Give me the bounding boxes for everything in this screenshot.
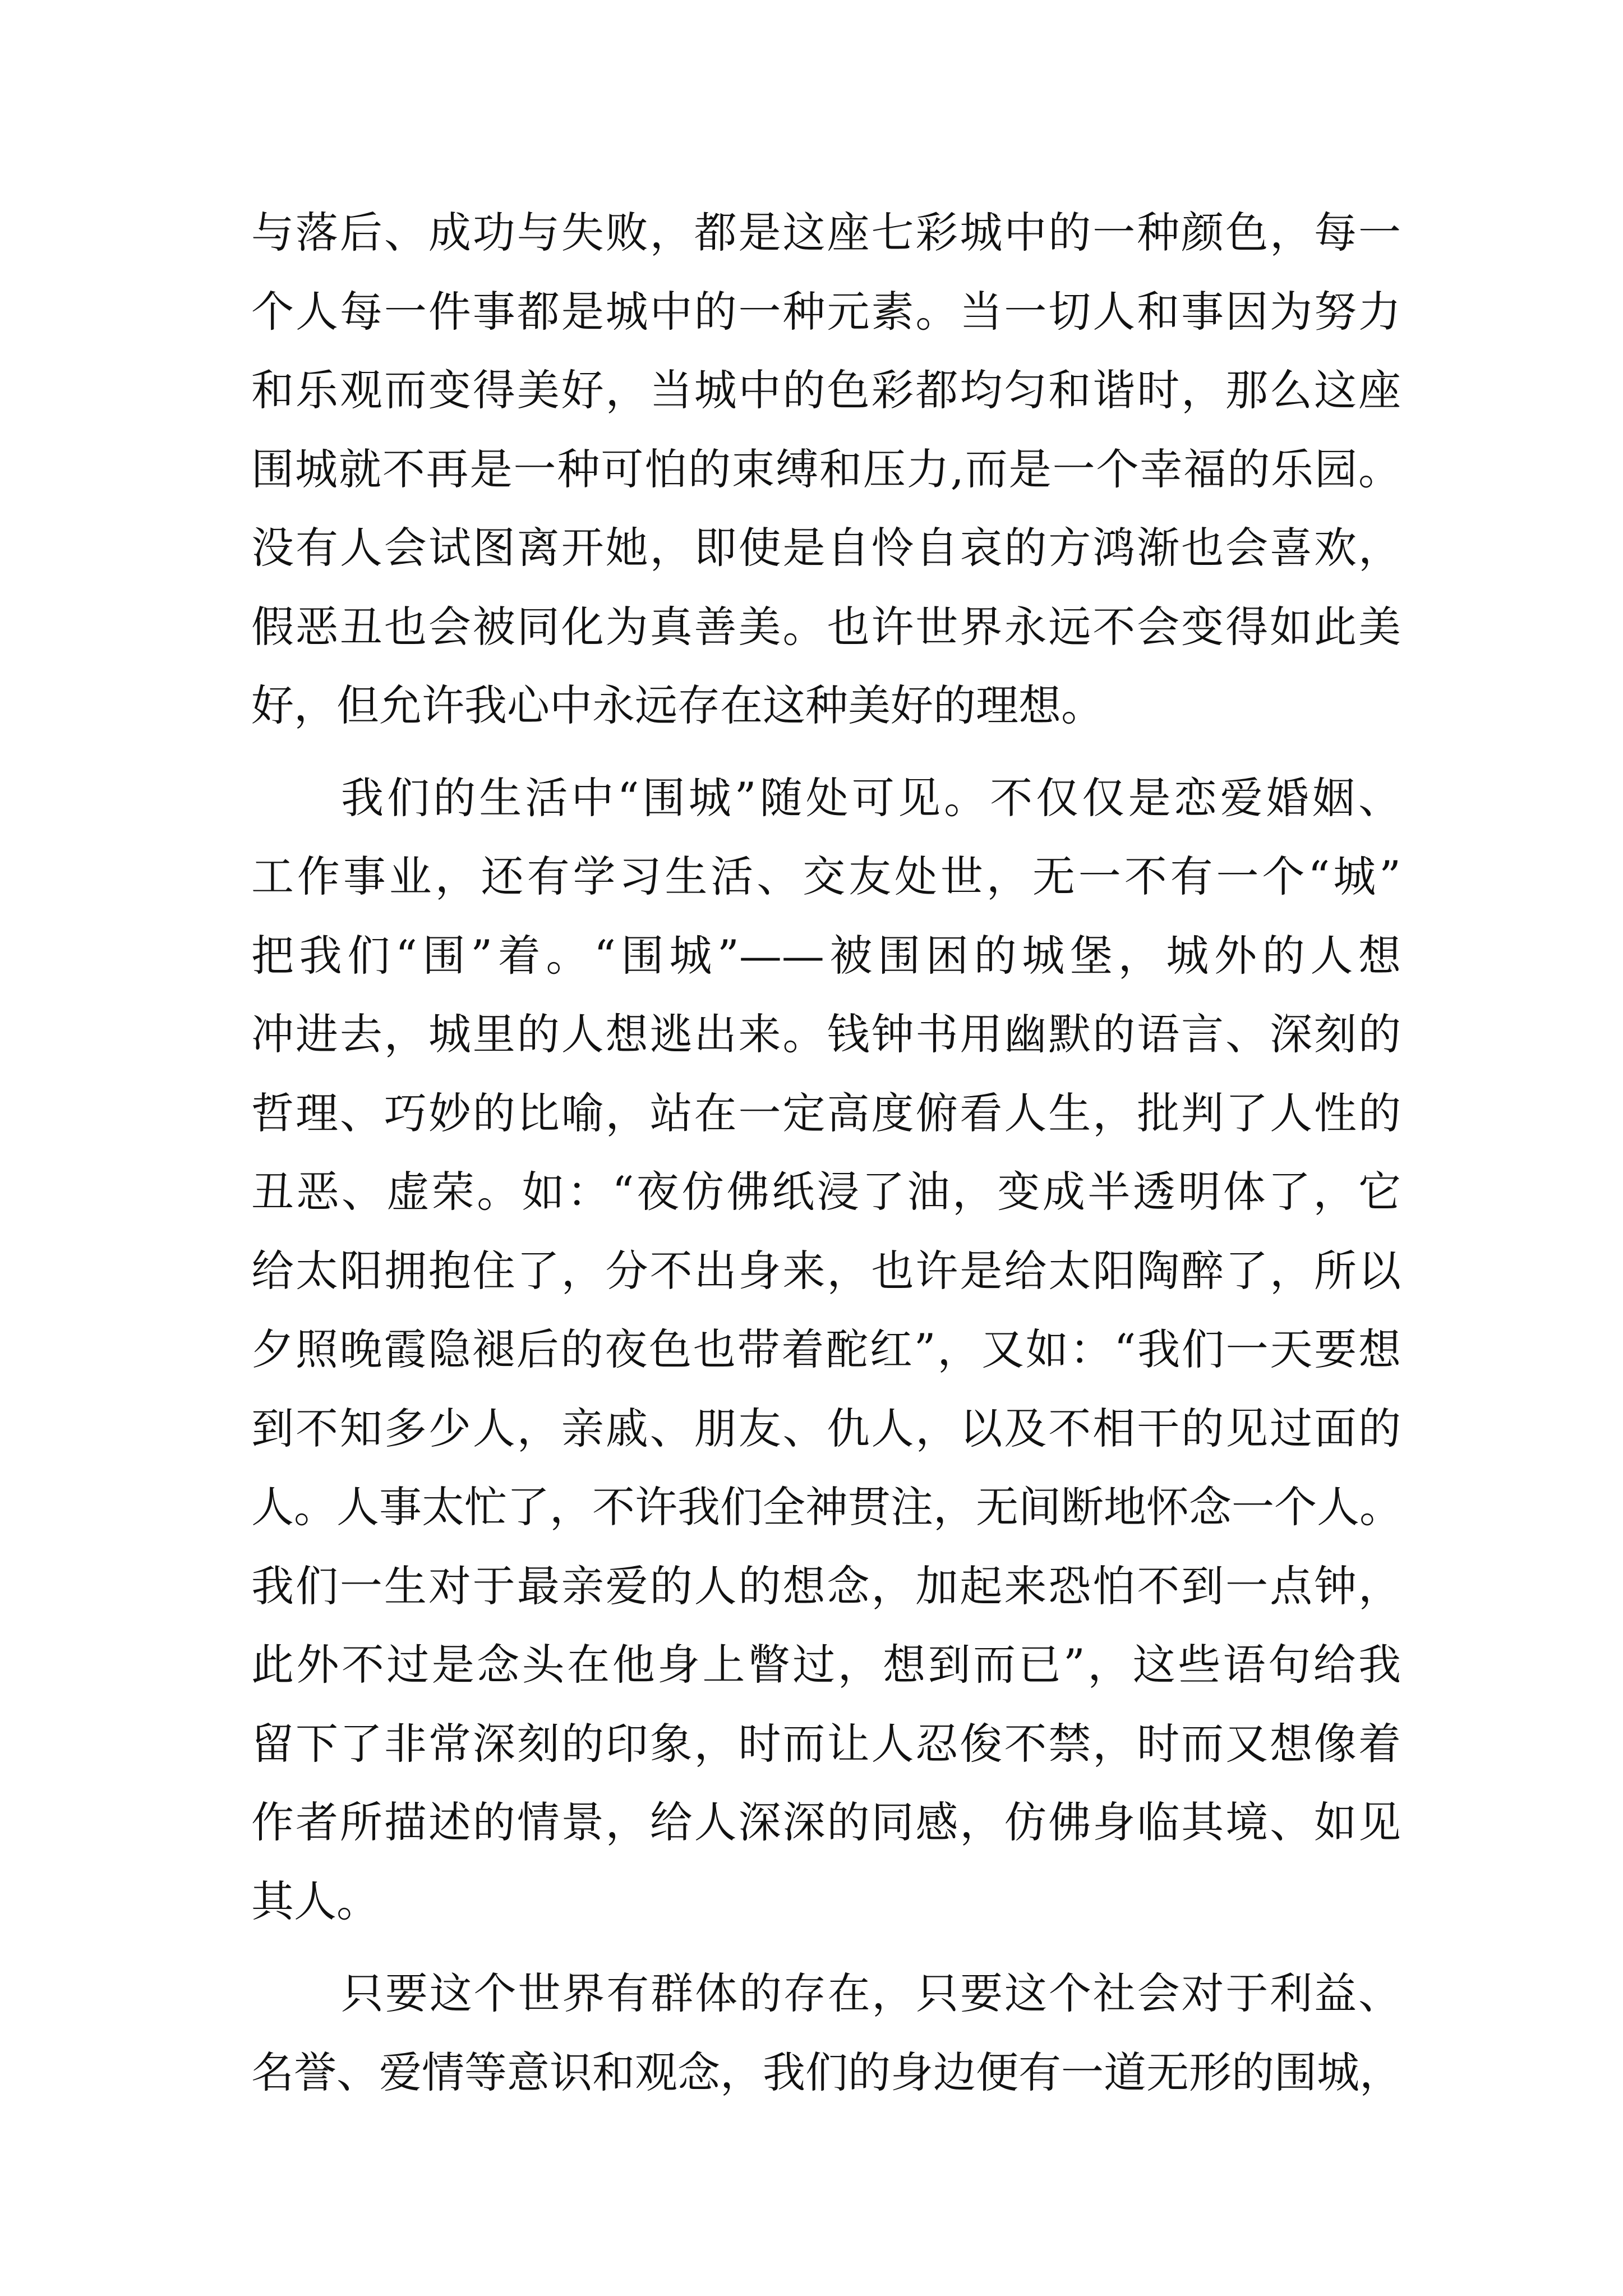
text-line: 丑恶、虚荣。如：“夜仿佛纸浸了油，变成半透明体了，它 <box>251 1167 1401 1217</box>
paragraph-gap <box>251 1941 1401 1954</box>
text-line: 个人每一件事都是城中的一种元素。当一切人和事因为努力 <box>251 286 1401 337</box>
text-line: 哲理、巧妙的比喻，站在一定高度俯看人生，批判了人性的 <box>251 1088 1401 1138</box>
text-line: 夕照晚霞隐褪后的夜色也带着酡红”，又如：“我们一天要想 <box>251 1324 1401 1374</box>
text-line: 只要这个世界有群体的存在，只要这个社会对于利益、 <box>341 1968 1401 2018</box>
text-line: 假恶丑也会被同化为真善美。也许世界永远不会变得如此美 <box>251 601 1401 652</box>
text-line: 我们的生活中“围城”随处可见。不仅仅是恋爱婚姻、 <box>341 772 1401 823</box>
text-line: 工作事业，还有学习生活、交友处世，无一不有一个“城” <box>251 852 1401 901</box>
text-line: 没有人会试图离开她，即使是自怜自哀的方鸿渐也会喜欢， <box>251 523 1401 573</box>
text-line: 冲进去，城里的人想逃出来。钱钟书用幽默的语言、深刻的 <box>251 1009 1401 1059</box>
text-line: 把我们“围”着。“围城”——被围困的城堡，城外的人想 <box>251 930 1401 981</box>
text-line: 好，但允许我心中永远存在这种美好的理想。 <box>251 680 1104 730</box>
paragraph <box>251 1954 1401 2112</box>
text-line: 我们一生对于最亲爱的人的想念，加起来恐怕不到一点钟， <box>251 1561 1401 1611</box>
text-line: 围城就不再是一种可怕的束缚和压力,而是一个幸福的乐园。 <box>251 444 1401 494</box>
paragraph-gap <box>251 746 1401 759</box>
paragraph <box>251 759 1401 1941</box>
text-line: 到不知多少人，亲戚、朋友、仇人，以及不相干的见过面的 <box>251 1403 1401 1453</box>
text-line: 此外不过是念头在他身上瞥过，想到而已”，这些语句给我 <box>251 1640 1401 1690</box>
text-line: 与落后、成功与失败，都是这座七彩城中的一种颜色，每一 <box>251 208 1401 257</box>
body-text <box>251 194 1401 2112</box>
text-line: 给太阳拥抱住了，分不出身来，也许是给太阳陶醉了，所以 <box>251 1245 1401 1296</box>
text-line: 人。人事太忙了，不许我们全神贯注，无间断地怀念一个人。 <box>251 1482 1402 1532</box>
text-line: 留下了非常深刻的印象，时而让人忍俊不禁，时而又想像着 <box>251 1718 1401 1769</box>
text-line: 其人。 <box>251 1876 379 1926</box>
paragraph <box>251 194 1401 746</box>
text-line: 名誉、爱情等意识和观念，我们的身边便有一道无形的围城， <box>251 2047 1402 2097</box>
text-line: 作者所描述的情景，给人深深的同感，仿佛身临其境、如见 <box>251 1797 1401 1847</box>
text-line: 和乐观而变得美好，当城中的色彩都均匀和谐时，那么这座 <box>251 365 1401 415</box>
